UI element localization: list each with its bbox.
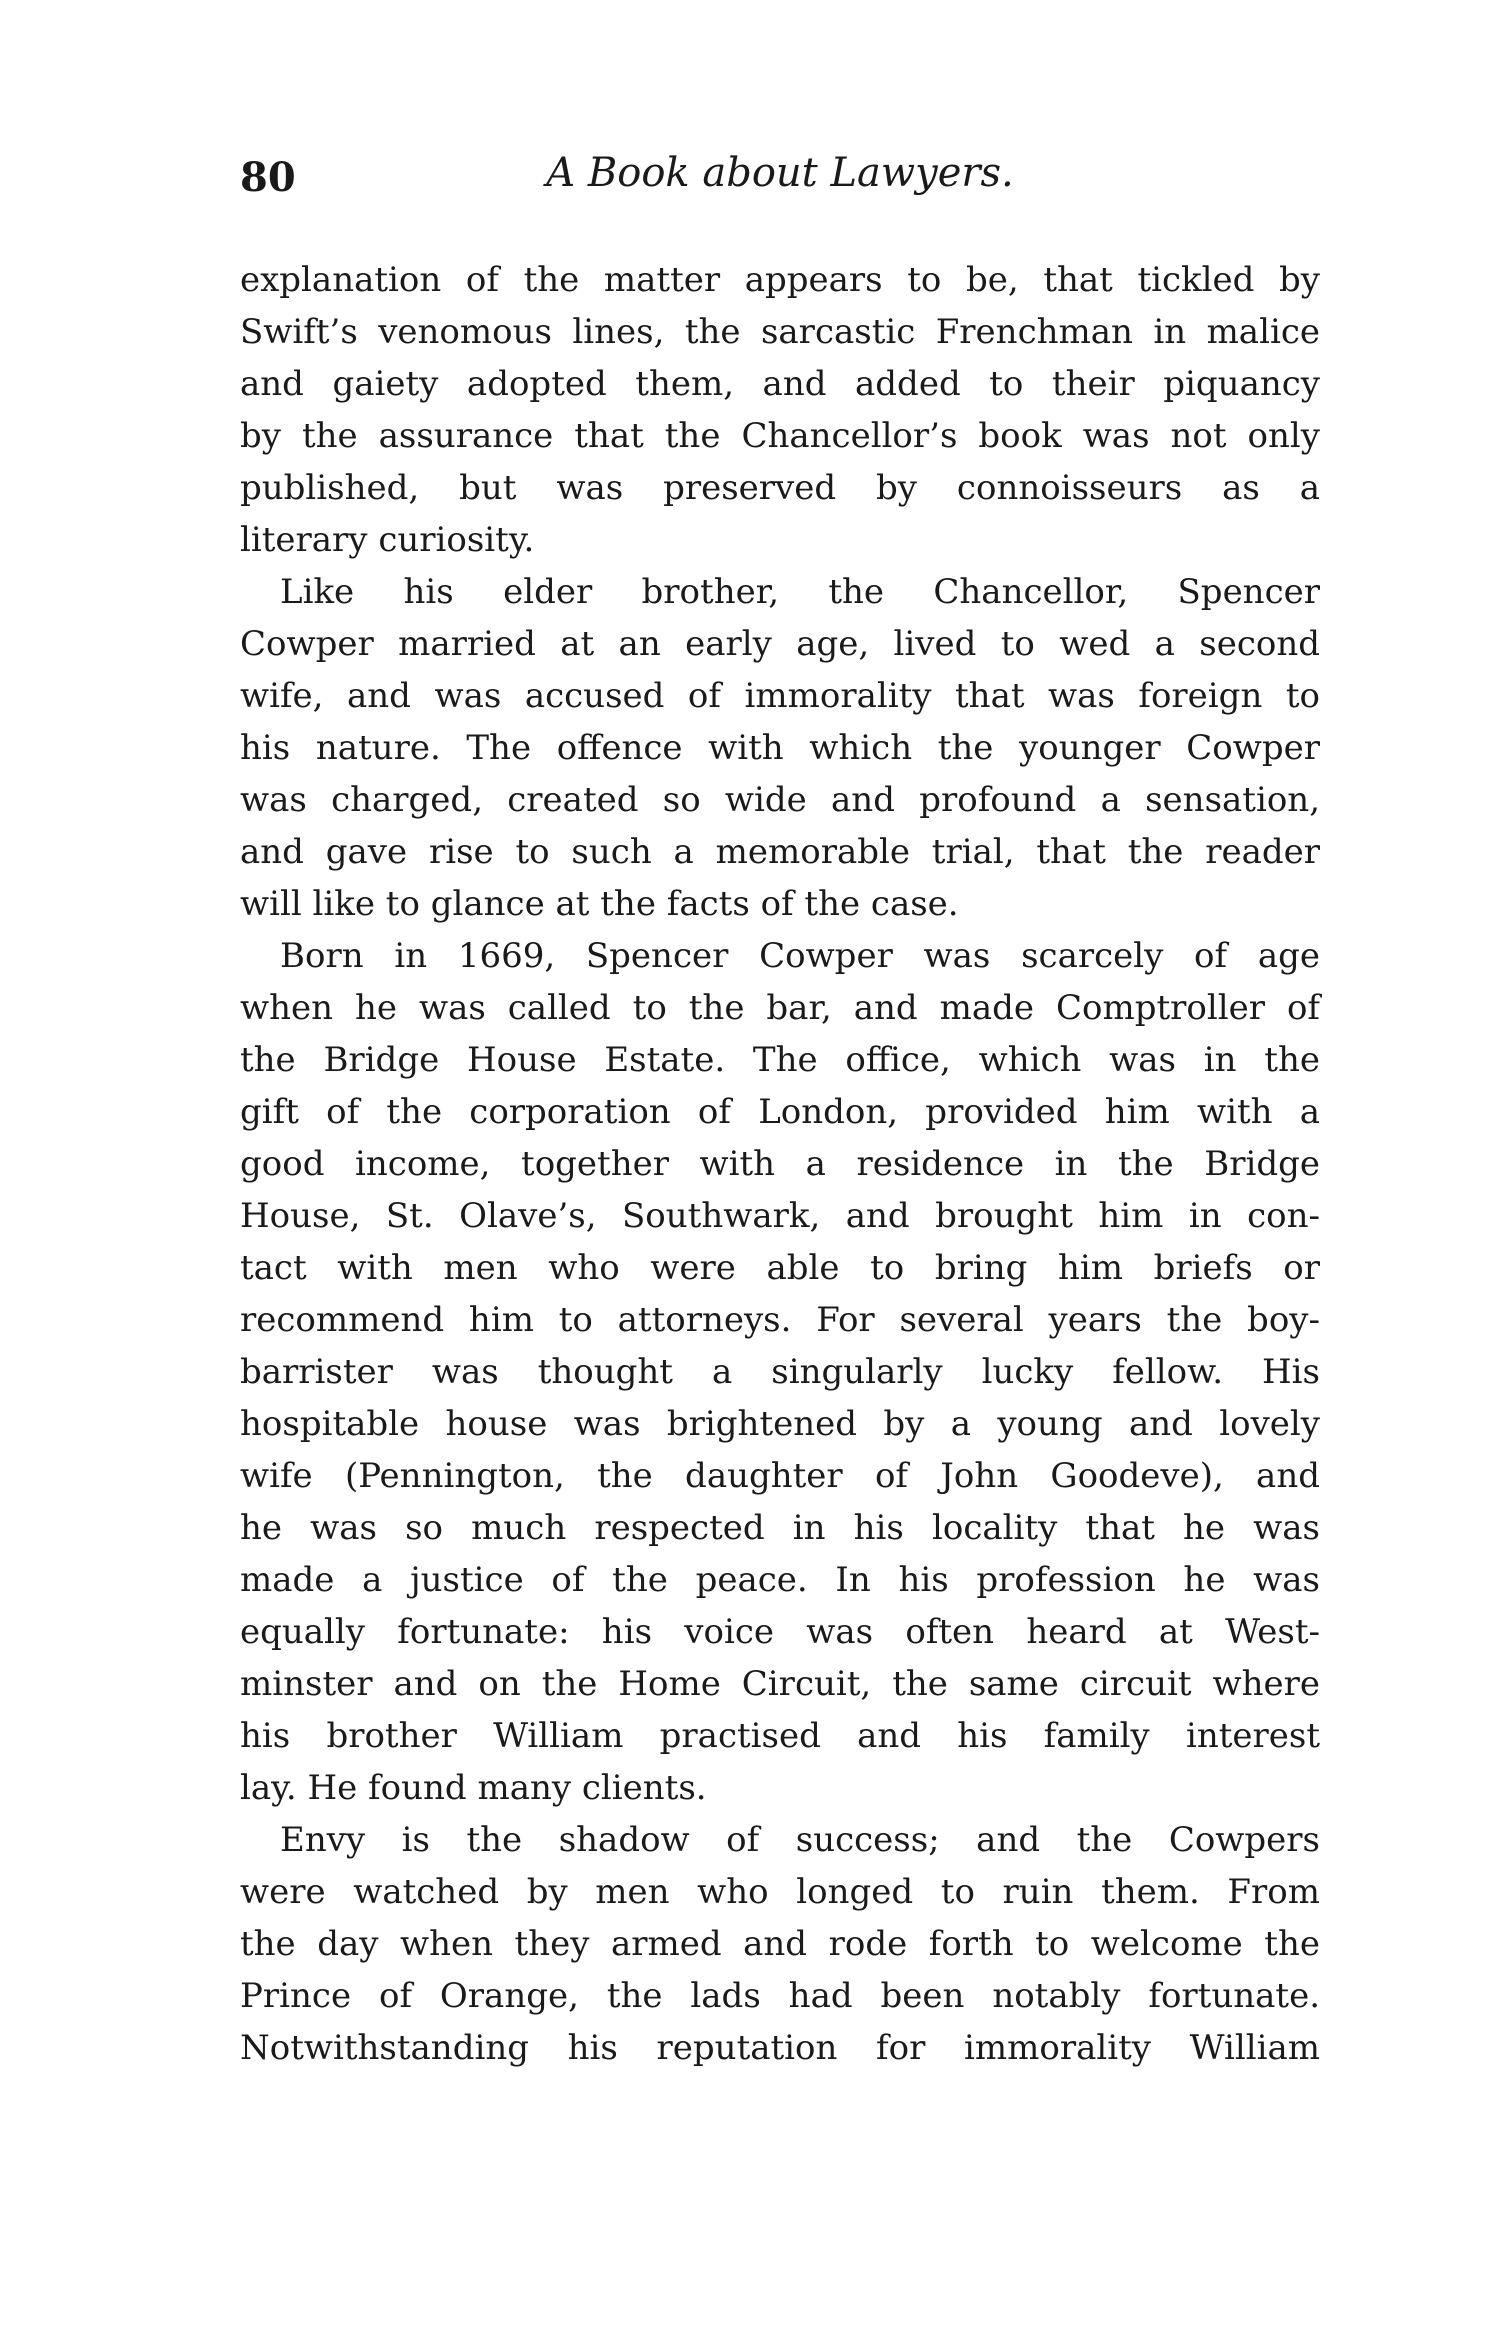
text-line: minster and on the Home Circuit, the same circuit where <box>240 1664 1320 1704</box>
text-line: Notwithstanding his reputation for immorality William <box>240 2028 1320 2068</box>
text-line: he was so much respected in his locality that he was <box>240 1508 1320 1548</box>
text-line: and gave rise to such a memorable trial, that the reader <box>240 832 1320 872</box>
running-title: A Book about Lawyers. <box>546 150 1014 196</box>
paragraph-2 <box>240 566 1320 930</box>
text-line: explanation of the matter appears to be, that tickled by <box>240 260 1320 300</box>
paragraph-1 <box>240 254 1320 566</box>
text-line: Swift’s venomous lines, the sarcastic Frenchman in malice <box>240 312 1320 352</box>
text-line: lay. He found many clients. <box>240 1768 707 1808</box>
text-line: his brother William practised and his family interest <box>240 1716 1320 1756</box>
text-line: Born in 1669, Spencer Cowper was scarcely of age <box>280 936 1320 976</box>
text-line: when he was called to the bar, and made Comptroller of <box>240 988 1320 1028</box>
text-line: good income, together with a residence in the Bridge <box>240 1144 1320 1184</box>
body-text <box>240 254 1320 2074</box>
paragraph-4 <box>240 1814 1320 2074</box>
text-line: Like his elder brother, the Chancellor, Spencer <box>280 572 1320 612</box>
paragraph-3 <box>240 930 1320 1814</box>
text-line: Prince of Orange, the lads had been notably fortunate. <box>240 1976 1320 2016</box>
text-line: by the assurance that the Chancellor’s book was not only <box>240 416 1320 456</box>
text-line: Envy is the shadow of success; and the Cowpers <box>280 1820 1320 1860</box>
text-line: House, St. Olave’s, Southwark, and brought him in con- <box>240 1196 1320 1236</box>
text-line: wife, and was accused of immorality that was foreign to <box>240 676 1320 716</box>
text-line: equally fortunate: his voice was often heard at West- <box>240 1612 1320 1652</box>
text-line: literary curiosity. <box>240 520 535 560</box>
text-line: published, but was preserved by connoisseurs as a <box>240 468 1320 508</box>
text-line: will like to glance at the facts of the case. <box>240 884 959 924</box>
text-line: the Bridge House Estate. The office, which was in the <box>240 1040 1320 1080</box>
text-line: barrister was thought a singularly lucky fellow. His <box>240 1352 1320 1392</box>
text-line: gift of the corporation of London, provided him with a <box>240 1092 1320 1132</box>
text-line: the day when they armed and rode forth to welcome the <box>240 1924 1320 1964</box>
text-line: were watched by men who longed to ruin them. From <box>240 1872 1320 1912</box>
text-line: tact with men who were able to bring him briefs or <box>240 1248 1320 1288</box>
page-number: 80 <box>240 154 296 201</box>
text-line: recommend him to attorneys. For several years the boy- <box>240 1300 1320 1340</box>
text-line: Cowper married at an early age, lived to wed a second <box>240 624 1320 664</box>
text-line: wife (Pennington, the daughter of John Goodeve), and <box>240 1456 1320 1496</box>
text-line: his nature. The offence with which the younger Cowper <box>240 728 1320 768</box>
text-line: was charged, created so wide and profound a sensation, <box>240 780 1320 820</box>
running-head <box>240 150 1320 210</box>
text-line: hospitable house was brightened by a young and lovely <box>240 1404 1320 1444</box>
text-line: made a justice of the peace. In his profession he was <box>240 1560 1320 1600</box>
text-line: and gaiety adopted them, and added to their piquancy <box>240 364 1320 404</box>
